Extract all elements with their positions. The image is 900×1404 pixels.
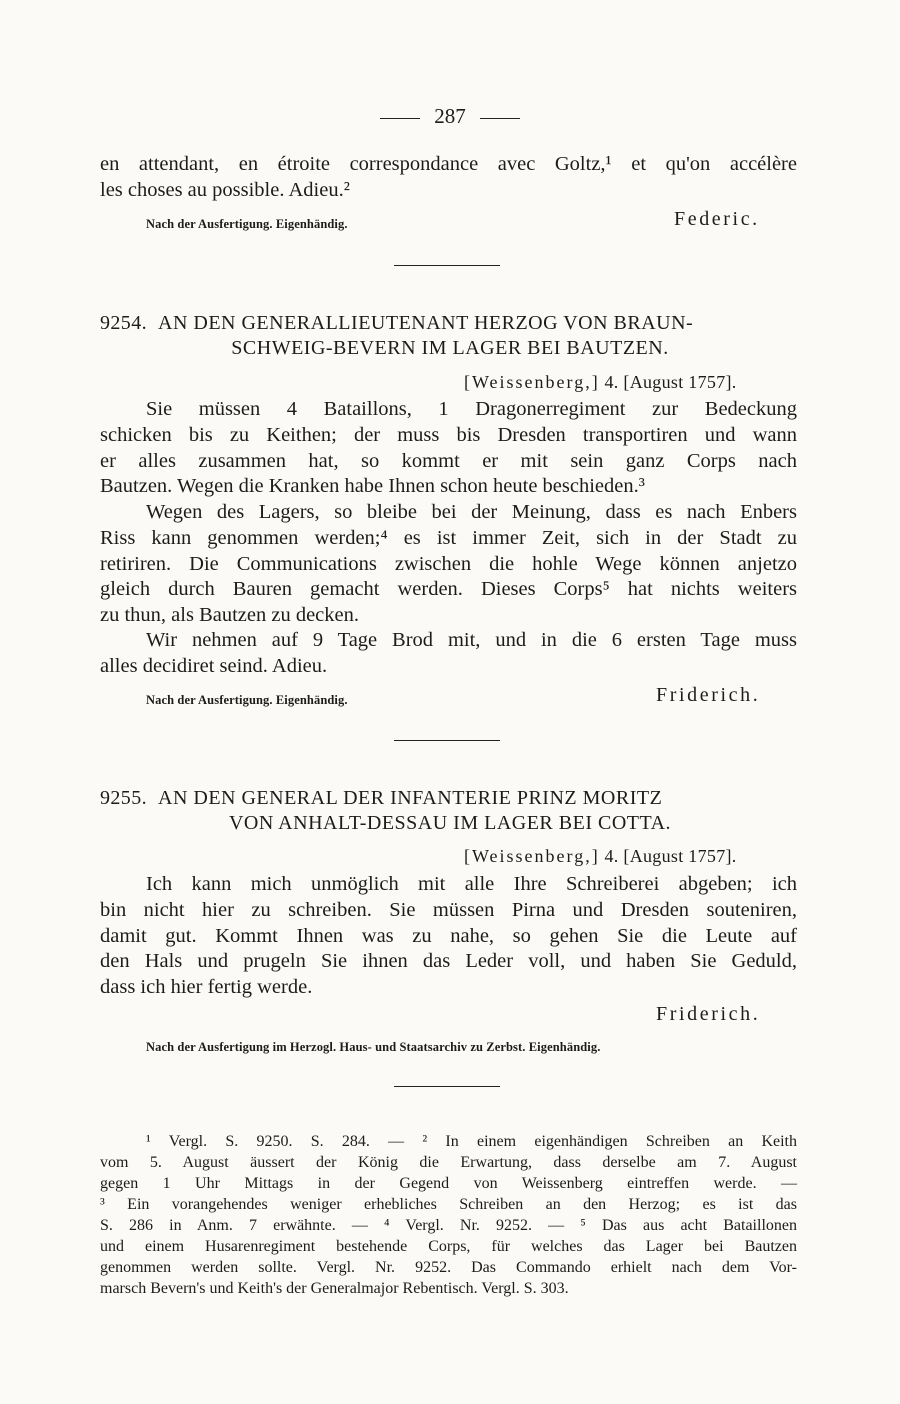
footnote-line: ³ Ein vorangehendes weniger erhebliches Schreiben an den Herzog; es ist das xyxy=(100,1196,797,1213)
footnote-divider xyxy=(394,1086,500,1087)
footnote-line: vom 5. August äussert der König die Erwartung, dass derselbe am 7. August xyxy=(100,1154,797,1171)
letter-heading-9254 xyxy=(100,311,800,361)
letter-paragraph xyxy=(100,628,797,680)
footnote-line: genommen werden sollte. Vergl. Nr. 9252. Das Commando erhielt nach dem Vor- xyxy=(100,1259,797,1276)
letter-place: [Weissenberg,] xyxy=(464,846,600,866)
section-divider xyxy=(394,265,500,266)
footnote-line: und einem Husarenregiment bestehende Corps, für welches das Lager bei Bautzen xyxy=(100,1238,797,1255)
text-line: dass ich hier fertig werde. xyxy=(100,976,313,999)
letter-dateline xyxy=(464,846,737,867)
letter-addressee-cont: VON ANHALT-DESSAU IM LAGER BEI COTTA. xyxy=(228,812,672,834)
letter-signature: Friderich. xyxy=(656,684,761,706)
text-line: zu thun, als Bautzen zu decken. xyxy=(100,604,360,627)
footnote-line: marsch Bevern's und Keith's der Generalmajor Rebentisch. Vergl. S. 303. xyxy=(100,1280,569,1297)
letter-place: [Weissenberg,] xyxy=(464,372,600,392)
page-number-dash-left xyxy=(380,118,420,119)
text-line: schicken bis zu Keithen; der muss bis Dresden transportiren und wann xyxy=(100,423,797,446)
text-line: Ich kann mich unmöglich mit alle Ihre Schreiberei abgeben; ich xyxy=(146,873,797,895)
text-line: Bautzen. Wegen die Kranken habe Ihnen schon heute beschieden.³ xyxy=(100,475,645,498)
page-number-header xyxy=(0,104,900,129)
text-line: Wegen des Lagers, so bleibe bei der Meinung, dass es nach Enbers xyxy=(146,501,797,523)
letter-paragraph xyxy=(100,872,797,1001)
text-line: er alles zusammen hat, so kommt er mit sein ganz Corps nach xyxy=(100,449,797,472)
letter-paragraph xyxy=(100,397,797,500)
text-line: Wir nehmen auf 9 Tage Brod mit, und in die 6 ersten Tage muss xyxy=(146,629,797,651)
letter-signature: Friderich. xyxy=(656,1003,761,1025)
page-number: 287 xyxy=(434,104,466,128)
text-line: Riss kann genommen werden;⁴ es ist immer Zeit, sich in der Stadt zu xyxy=(100,526,797,549)
text-line: les choses au possible. Adieu.² xyxy=(100,178,350,201)
letter-date: 4. [August 1757]. xyxy=(604,846,737,866)
page-number-dash-right xyxy=(480,118,520,119)
text-line: en attendant, en étroite correspondance avec Goltz,¹ et qu'on accélère xyxy=(100,153,797,175)
letter-dateline xyxy=(464,372,737,393)
letter-heading-9255 xyxy=(100,786,800,836)
carryover-paragraph xyxy=(100,152,797,204)
footnote-line: ¹ Vergl. S. 9250. S. 284. — ² In einem eigenhändigen Schreiben an Keith xyxy=(146,1133,797,1150)
text-line: damit gut. Kommt Ihnen was zu nahe, so gehen Sie die Leute auf xyxy=(100,924,797,947)
carryover-source-note: Nach der Ausfertigung. Eigenhändig. xyxy=(146,217,348,231)
letter-paragraph xyxy=(100,500,797,629)
letter-date: 4. [August 1757]. xyxy=(604,372,737,392)
letter-source-note: Nach der Ausfertigung. Eigenhändig. xyxy=(146,693,348,707)
text-line: retiriren. Die Communications zwischen die hohle Wege können anjetzo xyxy=(100,552,797,575)
section-divider xyxy=(394,740,500,741)
text-line: den Hals und prugeln Sie ihnen das Leder voll, und haben Sie Geduld, xyxy=(100,950,797,973)
letter-number: 9254. xyxy=(100,312,147,334)
footnote-line: gegen 1 Uhr Mittags in der Gegend von Weissenberg eintreffen werde. — xyxy=(100,1175,797,1192)
footnote-line: S. 286 in Anm. 7 erwähnte. — ⁴ Vergl. Nr. 9252. — ⁵ Das aus acht Bataillonen xyxy=(100,1217,797,1234)
text-line: bin nicht hier zu schreiben. Sie müssen Pirna und Dresden souteniren, xyxy=(100,898,797,921)
carryover-signature: Federic. xyxy=(674,208,760,230)
text-line: gleich durch Bauren gemacht werden. Dieses Corps⁵ hat nichts weiters xyxy=(100,578,797,601)
letter-source-note: Nach der Ausfertigung im Herzogl. Haus- und Staatsarchiv zu Zerbst. Eigenhändig. xyxy=(146,1040,601,1054)
letter-addressee: AN DEN GENERAL DER INFANTERIE PRINZ MORITZ xyxy=(158,787,663,809)
letter-addressee: AN DEN GENERALLIEUTENANT HERZOG VON BRAUN- xyxy=(158,312,694,334)
letter-addressee-cont: SCHWEIG-BEVERN IM LAGER BEI BAUTZEN. xyxy=(231,337,669,359)
letter-number: 9255. xyxy=(100,787,147,809)
text-line: alles decidiret seind. Adieu. xyxy=(100,654,328,677)
text-line: Sie müssen 4 Bataillons, 1 Dragonerregiment zur Bedeckung xyxy=(146,398,797,420)
footnotes xyxy=(100,1131,797,1299)
